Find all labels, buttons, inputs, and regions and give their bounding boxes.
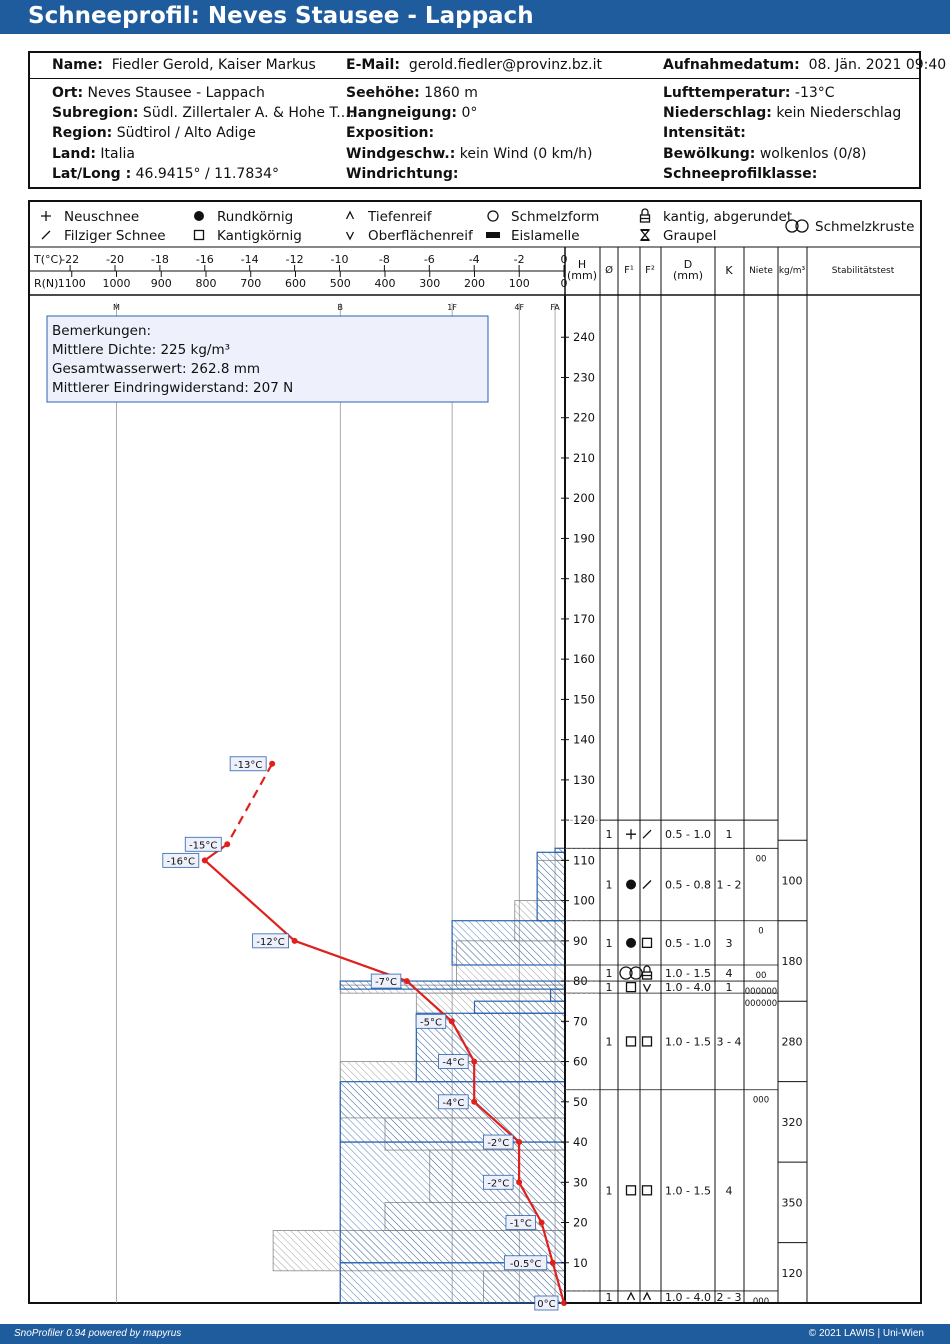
r-tick-label: 100 xyxy=(508,277,530,290)
hardness-tick-label: FA xyxy=(550,303,560,312)
t-tick-label: -10 xyxy=(330,253,349,266)
col-f1-header: F¹ xyxy=(624,265,634,276)
footer-copyright: © 2021 LAWIS | Uni-Wien xyxy=(808,1328,924,1339)
temperature-point-10 xyxy=(539,1220,545,1226)
height-tick-label: 140 xyxy=(573,732,595,747)
layer-niete-5: 000000 xyxy=(744,999,778,1010)
r-tick-label: 1100 xyxy=(57,277,86,290)
temperature-label-12: 0°C xyxy=(537,1299,556,1310)
height-tick-label: 20 xyxy=(573,1215,588,1230)
height-tick-label: 190 xyxy=(573,531,595,546)
hourglass-icon xyxy=(641,230,649,240)
t-tick-label: 0 xyxy=(560,253,568,266)
hourglass-shape xyxy=(641,230,649,240)
temperature-point-8 xyxy=(516,1139,522,1145)
caret-down-shape xyxy=(644,984,651,991)
lock-shackle xyxy=(643,966,652,976)
layer-niete-1: 00 xyxy=(755,854,767,865)
r-tick-label: 800 xyxy=(195,277,217,290)
bar-shape xyxy=(486,232,500,238)
layer-niete-7: 000 xyxy=(752,1296,770,1307)
t-tick-label: -4 xyxy=(468,253,480,266)
temperature-point-6 xyxy=(471,1059,477,1065)
layer-k-5: 3 - 4 xyxy=(716,1035,742,1049)
info-label: Region: xyxy=(52,125,113,142)
hardness-tick-label: B xyxy=(337,303,343,312)
layer-d-4: 1.0 - 4.0 xyxy=(665,981,711,995)
col-niete-header: Niete xyxy=(749,266,773,276)
hardness-tick-label: 1F xyxy=(447,303,457,312)
height-tick-label: 90 xyxy=(573,933,588,948)
t-tick-label: -12 xyxy=(285,253,304,266)
legend-label-7: Eislamelle xyxy=(511,228,580,244)
height-tick-label: 230 xyxy=(573,370,595,385)
height-tick-label: 150 xyxy=(573,692,595,707)
legend-label-0: Neuschnee xyxy=(64,209,140,225)
layer-k-2: 3 xyxy=(725,936,733,950)
density-value-1: 180 xyxy=(781,954,803,968)
dot-shape xyxy=(626,938,636,948)
height-tick-label: 130 xyxy=(573,772,595,787)
height-tick-label: 10 xyxy=(573,1255,588,1270)
col-stab-header: Stabilitätstest xyxy=(831,266,895,276)
temperature-label-10: -1°C xyxy=(509,1218,532,1230)
square-shape xyxy=(627,1037,636,1046)
height-tick-label: 120 xyxy=(573,813,595,828)
t-axis-label: T(°C) xyxy=(34,253,63,266)
t-tick-label: -16 xyxy=(195,253,214,266)
temperature-point-1 xyxy=(224,841,230,847)
dot-shape xyxy=(194,211,204,221)
density-value-2: 280 xyxy=(781,1035,803,1049)
slash-shape xyxy=(42,231,50,239)
height-tick-label: 30 xyxy=(573,1175,588,1190)
hardness-bar-7 xyxy=(340,1082,565,1142)
legend-label-3: Kantigkörnig xyxy=(217,228,302,244)
temperature-label-7: -4°C xyxy=(442,1097,465,1109)
info-value: kein Niederschlag xyxy=(771,105,902,122)
square-icon xyxy=(627,983,636,992)
lock-icon xyxy=(641,209,650,222)
square-icon xyxy=(627,1037,636,1046)
square-shape xyxy=(643,1037,652,1046)
t-tick-label: -2 xyxy=(513,253,525,266)
hardness-tick-label: 4F xyxy=(514,303,525,312)
info-label: Exposition: xyxy=(346,125,435,142)
square-shape xyxy=(627,983,636,992)
info-value: 46.9415° / 11.7834° xyxy=(131,165,280,182)
legend-label-4: Tiefenreif xyxy=(368,209,432,225)
lock-shackle xyxy=(641,209,650,219)
temperature-label-11: -0.5°C xyxy=(509,1258,542,1270)
temperature-point-7 xyxy=(471,1099,477,1105)
height-tick-label: 170 xyxy=(573,611,595,626)
square-shape xyxy=(643,1186,652,1195)
layer-niete-2: 0 xyxy=(758,926,764,937)
plus-shape xyxy=(41,211,51,221)
layer-d-3: 1.0 - 1.5 xyxy=(665,967,711,981)
filled-circle-icon xyxy=(626,880,636,890)
lock-icon xyxy=(643,966,652,979)
layer-niete-3: 00 xyxy=(755,970,767,981)
layer-k-6: 4 xyxy=(725,1184,733,1198)
info-label: Hangneigung: xyxy=(346,105,457,122)
layer-d-5: 1.0 - 1.5 xyxy=(665,1035,711,1049)
density-value-3: 320 xyxy=(781,1115,803,1129)
layer-o-1: 1 xyxy=(605,878,613,892)
r-tick-label: 600 xyxy=(285,277,306,290)
height-tick-label: 240 xyxy=(573,330,595,345)
t-tick-label: -20 xyxy=(106,253,124,266)
temperature-segment-0 xyxy=(227,764,272,844)
hardness-bar-0 xyxy=(555,848,565,852)
circle-shape xyxy=(488,211,498,221)
legend-label-5: Oberflächenreif xyxy=(368,228,473,244)
height-tick-label: 50 xyxy=(573,1094,588,1109)
col-o-header: Ø xyxy=(605,265,613,276)
temperature-label-3: -12°C xyxy=(256,936,285,948)
layer-o-3: 1 xyxy=(605,967,613,981)
temperature-point-5 xyxy=(449,1018,455,1024)
name-label: Name: xyxy=(52,57,103,73)
dot-shape xyxy=(626,880,636,890)
legend-label-6: Schmelzform xyxy=(511,209,600,225)
info-label: Lat/Long : xyxy=(52,165,132,182)
r-tick-label: 300 xyxy=(419,277,441,290)
height-tick-label: 80 xyxy=(573,974,588,989)
info-value: kein Wind (0 km/h) xyxy=(455,145,593,162)
info-label: Ort: xyxy=(52,85,84,101)
info-label: Niederschlag: xyxy=(663,105,772,122)
layer-o-2: 1 xyxy=(605,936,613,950)
layer-o-6: 1 xyxy=(605,1184,613,1198)
r-tick-label: 1000 xyxy=(102,277,131,290)
caret-up-icon xyxy=(347,212,354,219)
density-value-0: 100 xyxy=(781,874,803,888)
name-value: Fiedler Gerold, Kaiser Markus xyxy=(111,57,316,73)
r-tick-label: 500 xyxy=(329,277,351,290)
date-value: 08. Jän. 2021 09:40 xyxy=(808,57,947,73)
layer-d-2: 0.5 - 1.0 xyxy=(665,936,711,950)
square-icon xyxy=(643,1037,652,1046)
remarks-line-2: Mittlerer Eindringwiderstand: 207 N xyxy=(52,380,294,396)
layer-o-0: 1 xyxy=(605,828,613,842)
caret-up-icon xyxy=(644,1293,651,1300)
caret-up-shape xyxy=(628,1293,635,1300)
height-tick-label: 200 xyxy=(573,491,595,506)
slash-icon xyxy=(643,830,651,838)
temperature-point-4 xyxy=(404,978,410,984)
temperature-point-11 xyxy=(550,1260,556,1266)
info-label: Windgeschw.: xyxy=(346,145,456,162)
caret-down-icon xyxy=(644,984,651,991)
temperature-label-4: -7°C xyxy=(375,977,398,989)
t-tick-label: -8 xyxy=(378,253,390,266)
slash-icon xyxy=(643,881,651,889)
square-shape xyxy=(627,1186,636,1195)
bar-icon xyxy=(486,232,500,238)
layer-k-3: 4 xyxy=(725,967,733,981)
square-shape xyxy=(195,231,204,240)
col-h-unit: (mm) xyxy=(566,269,598,282)
info-label: Windrichtung: xyxy=(346,165,459,182)
info-value: Südtirol / Alto Adige xyxy=(112,125,256,142)
hardness-bar-1 xyxy=(537,852,565,920)
t-tick-label: -18 xyxy=(150,253,169,266)
hardness-tick-label: M xyxy=(113,303,120,312)
col-h-header: H xyxy=(577,258,587,271)
info-value: Italia xyxy=(95,145,135,162)
temperature-point-3 xyxy=(292,938,298,944)
t-tick-label: -14 xyxy=(240,253,259,266)
height-tick-label: 110 xyxy=(573,853,595,868)
temperature-segment-2 xyxy=(205,860,295,940)
plus-shape xyxy=(626,829,636,839)
layer-k-4: 1 xyxy=(725,981,733,995)
height-tick-label: 100 xyxy=(573,893,595,908)
caret-up-icon xyxy=(628,1293,635,1300)
layer-o-7: 1 xyxy=(605,1290,613,1304)
plus-icon xyxy=(41,211,51,221)
height-tick-label: 220 xyxy=(573,410,595,425)
info-value: 1860 m xyxy=(419,85,478,101)
square-icon xyxy=(643,938,652,947)
col-f2-header: F² xyxy=(645,265,655,276)
temperature-label-9: -2°C xyxy=(487,1178,510,1190)
remarks-line-1: Gesamtwasserwert: 262.8 mm xyxy=(52,361,261,377)
col-density-header: kg/m³ xyxy=(778,266,806,276)
filled-circle-icon xyxy=(626,938,636,948)
square-icon xyxy=(643,1186,652,1195)
info-label: Schneeprofilklasse: xyxy=(663,165,818,182)
caret-up-shape xyxy=(644,1293,651,1300)
r-tick-label: 0 xyxy=(560,277,568,290)
slash-icon xyxy=(42,231,50,239)
square-icon xyxy=(627,1186,636,1195)
email-label: E-Mail: xyxy=(346,57,400,73)
filled-circle-icon xyxy=(194,211,204,221)
legend-label-1: Filziger Schnee xyxy=(64,228,166,244)
page-title: Schneeprofil: Neves Stausee - Lappach xyxy=(28,3,534,29)
info-value: 0° xyxy=(457,105,478,122)
layer-o-4: 1 xyxy=(605,981,613,995)
layer-d-1: 0.5 - 0.8 xyxy=(665,878,711,892)
legend-label-2: Rundkörnig xyxy=(217,209,294,225)
col-d-header: D xyxy=(683,258,693,271)
temperature-label-8: -2°C xyxy=(487,1138,510,1150)
height-tick-label: 180 xyxy=(573,571,595,586)
height-tick-label: 60 xyxy=(573,1054,588,1069)
email-value: gerold.fiedler@provinz.bz.it xyxy=(408,57,602,73)
r-tick-label: 200 xyxy=(464,277,485,290)
info-label: Intensität: xyxy=(663,125,746,142)
legend-label-8: kantig, abgerundet xyxy=(663,209,793,225)
double-circle-icon xyxy=(620,967,642,979)
t-tick-label: -6 xyxy=(423,253,435,266)
info-label: Bewölkung: xyxy=(663,145,756,162)
square-shape xyxy=(643,938,652,947)
height-tick-label: 210 xyxy=(573,450,595,465)
layer-d-7: 1.0 - 4.0 xyxy=(665,1290,711,1304)
temperature-label-5: -5°C xyxy=(419,1017,442,1029)
temperature-label-2: -16°C xyxy=(166,856,195,868)
plus-icon xyxy=(626,829,636,839)
hardness-bar-4 xyxy=(551,989,565,1001)
slash-shape xyxy=(643,830,651,838)
hardness-bar-2 xyxy=(452,921,565,965)
caret-down-shape xyxy=(347,232,354,239)
temperature-label-1: -15°C xyxy=(189,840,218,852)
caret-down-icon xyxy=(347,232,354,239)
col-k-header: K xyxy=(725,264,733,277)
footer-credit: SnoProfiler 0.94 powered by mapyrus xyxy=(14,1328,182,1339)
height-tick-label: 40 xyxy=(573,1135,588,1150)
layer-k-1: 1 - 2 xyxy=(716,878,742,892)
height-tick-label: 70 xyxy=(573,1014,588,1029)
r-axis-label: R(N) xyxy=(34,277,59,290)
t-tick-label: -22 xyxy=(61,253,80,266)
density-value-4: 350 xyxy=(781,1196,803,1210)
layer-d-0: 0.5 - 1.0 xyxy=(665,828,711,842)
info-value: -13°C xyxy=(790,85,835,101)
remarks-line-0: Mittlere Dichte: 225 kg/m³ xyxy=(52,342,231,358)
layer-niete-4: 000000 xyxy=(744,987,778,998)
info-value: wolkenlos (0/8) xyxy=(755,145,867,162)
temperature-label-6: -4°C xyxy=(442,1057,465,1069)
square-icon xyxy=(195,231,204,240)
r-tick-label: 400 xyxy=(374,277,396,290)
circle-icon xyxy=(488,211,498,221)
date-label: Aufnahmedatum: xyxy=(663,57,800,73)
info-label: Lufttemperatur: xyxy=(663,85,791,101)
info-label: Subregion: xyxy=(52,105,139,122)
info-label: Seehöhe: xyxy=(346,85,420,101)
legend-label-10: Schmelzkruste xyxy=(815,219,915,235)
r-tick-label: 700 xyxy=(240,277,262,290)
info-value: Südl. Zillertaler A. & Hohe T.... xyxy=(138,105,355,122)
temperature-point-0 xyxy=(269,761,275,767)
temperature-label-0: -13°C xyxy=(233,759,263,771)
layer-k-7: 2 - 3 xyxy=(716,1290,742,1304)
density-value-5: 120 xyxy=(781,1266,803,1280)
slash-shape xyxy=(643,881,651,889)
height-tick-label: 160 xyxy=(573,652,595,667)
legend-label-9: Graupel xyxy=(663,228,717,244)
col-d-unit: (mm) xyxy=(672,269,704,282)
footer xyxy=(0,1324,950,1344)
layer-d-6: 1.0 - 1.5 xyxy=(665,1184,711,1198)
caret-up-shape xyxy=(347,212,354,219)
r-tick-label: 900 xyxy=(150,277,172,290)
hardness-bar-5 xyxy=(475,1001,566,1013)
temperature-point-9 xyxy=(516,1179,522,1185)
layer-k-0: 1 xyxy=(725,828,733,842)
layer-o-5: 1 xyxy=(605,1035,613,1049)
info-label: Land: xyxy=(52,145,96,162)
info-value: Neves Stausee - Lappach xyxy=(83,85,265,101)
remarks-title: Bemerkungen: xyxy=(52,323,152,339)
temperature-point-2 xyxy=(202,857,208,863)
layer-niete-6: 000 xyxy=(752,1095,770,1106)
